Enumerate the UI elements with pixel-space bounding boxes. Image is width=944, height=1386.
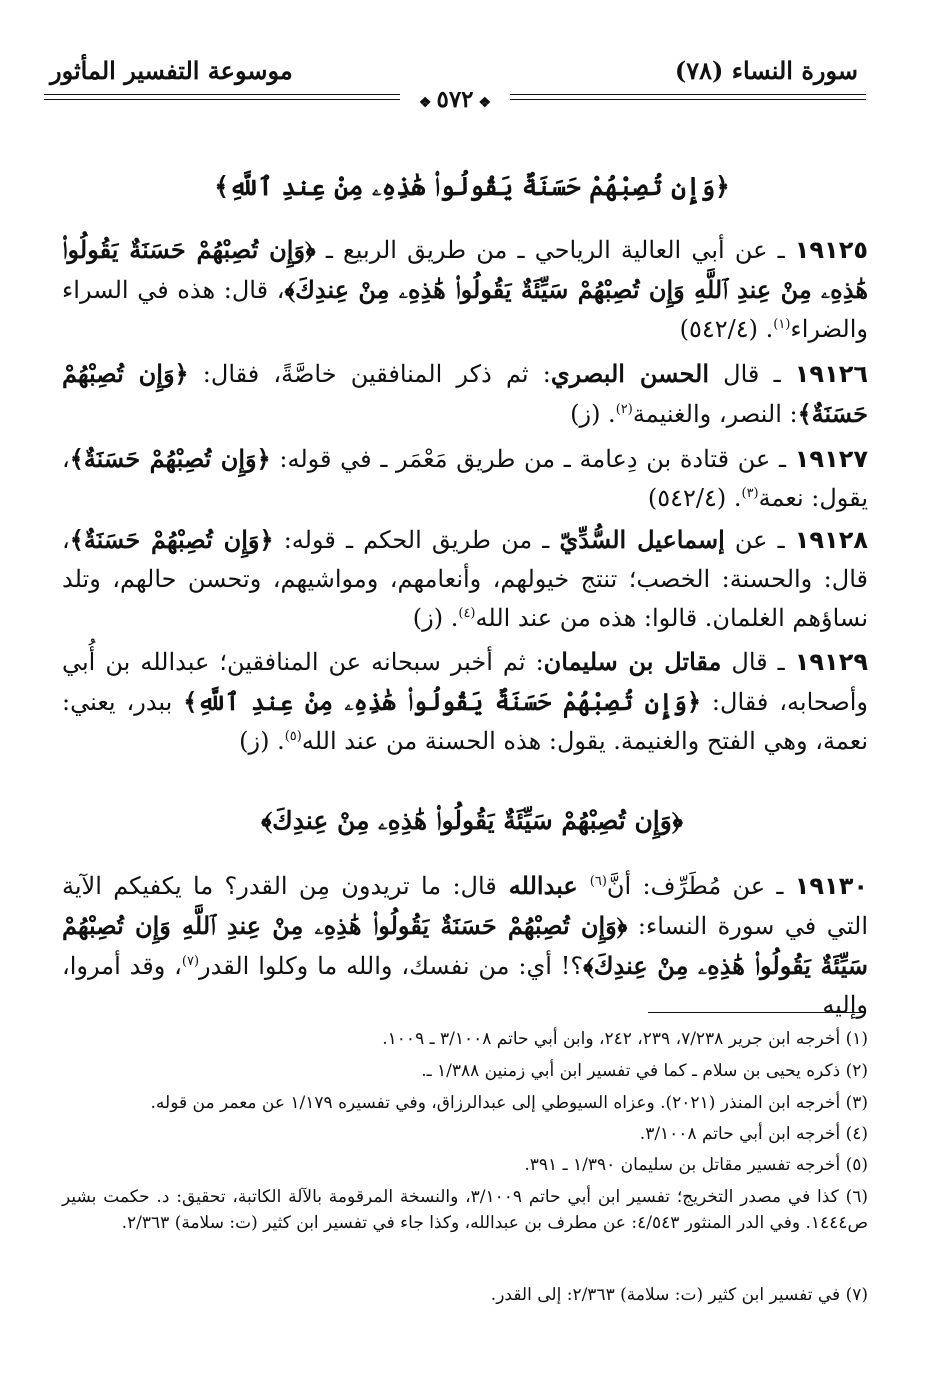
entry-number: ١٩١٢٥: [794, 236, 868, 264]
narrator-name: الحسن البصري: [550, 359, 709, 388]
entry-text: ، قال: والحسنة: الخصب؛ تنتج خيولهم، وأنعامهم، ومواشيهم، وتحسن حالهم، وتلد نساؤهم الغلمان. قالوا: هذه من عند الله: [62, 526, 868, 632]
footnote: (٢) ذكره يحيى بن سلام ـ كما في تفسير ابن أبي زمنين ١/٣٨٨ ـ.: [421, 1061, 868, 1081]
verse-heading: ﴿وَإِن تُصِبْهُمْ حَسَنَةٌ يَقُولُوا۟ هَٰذِهِۦ مِنْ عِندِ ٱللَّهِ﴾: [214, 172, 730, 201]
entry-text: . (٥٤٢/٤): [679, 315, 774, 343]
entry-text: ـ قال: [721, 648, 795, 676]
entry-text: قال: ما تريدون مِن القدر؟ ما يكفيكم الآية التي في سورة النساء:: [62, 872, 868, 940]
entry-text: . (ز): [239, 727, 285, 755]
entry-text: . (ز): [570, 400, 616, 428]
quran-quote: ﴿وَإِن تُصِبْهُمْ حَسَنَةٌ يَقُولُوا۟ هَٰذِهِۦ مِنْ عِندِ ٱللَّهِ﴾: [183, 687, 702, 716]
footnote-ref: (٣): [741, 486, 759, 501]
footnote-ref: (٢): [615, 402, 633, 417]
quran-quote: ﴿وَإِن تُصِبْهُمْ حَسَنَةٌ﴾: [62, 359, 868, 428]
footnote: (٦) كذا في مصدر التخريج؛ تفسير ابن أبي حاتم ٣/١٠٠٩، والنسخة المرقومة بالآلة الكاتبة، تحقيق: د. حكمت بشير ص١٤٤٤. وفي الدر المنثور ٤/٥٤٣: عن مطرف بن عبدالله، وكذا جاء في تفسير ابن كثير (ت: سلامة) ٢/٣٦٣.: [62, 1187, 868, 1233]
book-title: موسوعة التفسير المأثور: [50, 56, 293, 85]
entry-number: ١٩١٣٠: [794, 872, 868, 900]
footnote: (٣) أخرجه ابن المنذر (٢٠٢١). وعزاه السيوطي إلى عبدالرزاق، وفي تفسيره ١/١٧٩ عن معمر من قوله.: [150, 1093, 868, 1113]
entry-number: ١٩١٢٩: [794, 648, 868, 676]
entry-text: . (٥٤٢/٤): [647, 484, 742, 512]
entry-text: ؟! أي: من نفسك، والله ما وكلوا القدر: [199, 952, 584, 980]
narration-entry: [62, 520, 868, 638]
entry-text: ، وقد أمروا، وإليه: [62, 952, 868, 1019]
entry-text: ـ من طريق الحكم ـ قوله:: [273, 526, 560, 554]
footnote-ref: (٤): [458, 606, 476, 621]
quran-quote: ﴿وَإِن تُصِبْهُمْ حَسَنَةٌ يَقُولُوا۟ هَٰذِهِۦ مِنْ عِندِ ٱللَّهِ وَإِن تُصِبْهُمْ سَيِّئَةٌ يَقُولُوا۟ هَٰذِهِۦ مِنْ عِندِكَ﴾: [62, 911, 868, 980]
footnote-ref: (٧): [181, 954, 200, 969]
entry-text: ببدر، يعني: نعمة، وهي الفتح والغنيمة. يقول: هذه الحسنة من عند الله: [62, 688, 868, 755]
entry-text: ـ عن مُطَرِّف: أنَّ: [606, 872, 795, 900]
entry-text: ـ عن أبي العالية الرياحي ـ من طريق الربيع ـ: [315, 236, 795, 264]
quran-quote: ﴿وَإِن تُصِبْهُمْ حَسَنَةٌ﴾: [69, 444, 271, 473]
entry-number: ١٩١٢٨: [794, 526, 868, 554]
footnote: (١) أخرجه ابن جرير ٧/٢٣٨، ٢٣٩، ٢٤٢، وابن أبي حاتم ٣/١٠٠٨ ـ ١٠٠٩.: [382, 1029, 868, 1049]
narrator-name: مقاتل بن سليمان: [543, 647, 722, 676]
entry-text: ـ عن قتادة بن دِعامة ـ من طريق مَعْمَر ـ في قوله:: [270, 445, 795, 473]
entry-text: ، قال: هذه في السراء والضراء: [62, 276, 868, 343]
entry-text: ، يقول: نعمة: [62, 445, 868, 512]
narrator-name: عبدالله: [496, 871, 590, 900]
narration-entry: [62, 866, 868, 1025]
surah-label: سورة النساء (٧٨): [674, 56, 858, 85]
footnote-ref: (٥): [284, 729, 302, 744]
entry-text: : ثم ذكر المنافقين خاصَّةً، فقال:: [188, 360, 551, 388]
footnote-ref: (١): [773, 317, 791, 332]
page-number: ٥٧٢: [436, 86, 474, 113]
narrator-name: إسماعيل السُّدِّيّ: [559, 525, 725, 554]
entry-text: : النصر، والغنيمة: [632, 400, 798, 428]
footnote-separator: [648, 1012, 866, 1013]
entry-text: . (ز): [412, 604, 459, 632]
entry-number: ١٩١٢٧: [794, 445, 869, 473]
footnote: (٥) أخرجه تفسير مقاتل بن سليمان ١/٣٩٠ ـ ٣٩١.: [524, 1155, 868, 1175]
narration-entry: [62, 642, 868, 761]
quran-quote: ﴿وَإِن تُصِبْهُمْ حَسَنَةٌ يَقُولُوا۟ هَٰذِهِۦ مِنْ عِندِ ٱللَّهِ وَإِن تُصِبْهُمْ سَيِّئَةٌ يَقُولُوا۟ هَٰذِهِۦ مِنْ عِندِكَ﴾: [62, 235, 868, 304]
verse-heading: ﴿وَإِن تُصِبْهُمْ سَيِّئَةٌ يَقُولُوا۟ هَٰذِهِۦ مِنْ عِندِكَ﴾: [261, 806, 683, 835]
ornament-icon: ❖: [418, 95, 432, 111]
narration-entry: [62, 230, 868, 349]
footnote: (٧) في تفسير ابن كثير (ت: سلامة) ٢/٣٦٣: إلى القدر.: [490, 1285, 868, 1305]
narration-entry: [62, 439, 868, 518]
entry-text: ـ قال: [709, 360, 795, 388]
footnote: (٤) أخرجه ابن أبي حاتم ٣/١٠٠٨.: [639, 1124, 868, 1144]
page-number-box: [400, 88, 510, 112]
footnote-ref: (٦): [589, 874, 607, 889]
entry-number: ١٩١٢٦: [794, 360, 869, 388]
quran-quote: ﴿وَإِن تُصِبْهُمْ حَسَنَةٌ﴾: [69, 525, 274, 554]
entry-text: ـ عن: [724, 526, 795, 554]
ornament-icon: ❖: [478, 95, 492, 111]
entry-text: : ثم أخبر سبحانه عن المنافقين؛ عبدالله بن أُبي وأصحابه، فقال:: [62, 648, 869, 716]
narration-entry: [62, 354, 868, 434]
